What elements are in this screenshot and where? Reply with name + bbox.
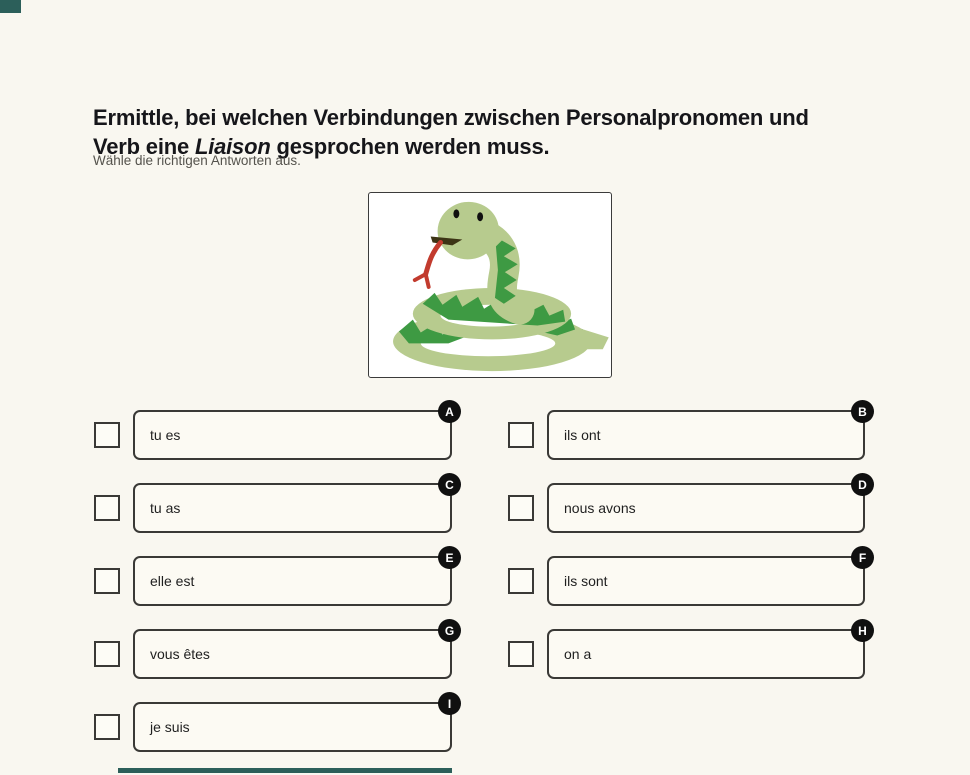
answer-row	[508, 623, 867, 679]
title-line2-post: gesprochen werden muss.	[270, 133, 550, 159]
answer-letter-badge: C	[438, 473, 461, 496]
answer-label: je suis	[150, 719, 190, 735]
title-liaison-italic: Liaison	[194, 133, 271, 159]
answer-row	[508, 477, 867, 533]
answer-label: elle est	[150, 573, 195, 589]
answer-label: nous avons	[564, 500, 636, 516]
answer-checkbox[interactable]	[508, 495, 534, 521]
answer-row	[94, 477, 454, 533]
answer-option[interactable]	[547, 623, 867, 679]
answer-option[interactable]	[133, 477, 454, 533]
answer-label: tu as	[150, 500, 181, 516]
answer-label: ils ont	[564, 427, 601, 443]
answers-column-left	[94, 404, 455, 775]
answer-letter-badge: G	[438, 619, 461, 642]
answer-row	[94, 696, 452, 752]
title-line2-pre: Verb eine	[93, 133, 195, 159]
answer-letter-badge: D	[851, 473, 874, 496]
answer-option[interactable]	[133, 550, 454, 606]
title-line1: Ermittle, bei welchen Verbindungen zwischen Personalpronomen und	[93, 104, 809, 130]
answer-row	[94, 623, 455, 679]
answer-checkbox[interactable]	[508, 641, 534, 667]
answer-checkbox[interactable]	[94, 568, 120, 594]
snake-illustration	[369, 193, 611, 377]
answer-option[interactable]	[133, 623, 455, 679]
instruction-text: Wähle die richtigen Antworten aus.	[93, 153, 301, 168]
answer-row	[94, 550, 454, 606]
player-chrome-fragment	[0, 0, 21, 13]
answer-option[interactable]	[133, 696, 452, 752]
answer-checkbox[interactable]	[94, 714, 120, 740]
answer-label: vous êtes	[150, 646, 210, 662]
answer-letter-badge: H	[851, 619, 874, 642]
answer-label: ils sont	[564, 573, 608, 589]
answer-letter-badge: F	[851, 546, 874, 569]
answer-letter-badge: A	[438, 400, 461, 423]
answer-option[interactable]	[547, 404, 867, 460]
answer-row	[94, 404, 454, 460]
answer-checkbox[interactable]	[94, 422, 120, 448]
answer-checkbox[interactable]	[94, 641, 120, 667]
answer-checkbox[interactable]	[508, 568, 534, 594]
answer-label: tu es	[150, 427, 181, 443]
answer-option[interactable]	[547, 477, 867, 533]
illustration-card	[368, 192, 612, 378]
answer-letter-badge: B	[851, 400, 874, 423]
answer-label: on a	[564, 646, 592, 662]
answer-row	[508, 550, 867, 606]
answer-checkbox[interactable]	[508, 422, 534, 448]
answers-column-right	[508, 404, 867, 702]
answer-row	[508, 404, 867, 460]
answer-letter-badge: E	[438, 546, 461, 569]
answer-letter-badge: I	[438, 692, 461, 715]
answer-option[interactable]	[547, 550, 867, 606]
answer-option[interactable]	[133, 404, 454, 460]
answer-checkbox[interactable]	[94, 495, 120, 521]
